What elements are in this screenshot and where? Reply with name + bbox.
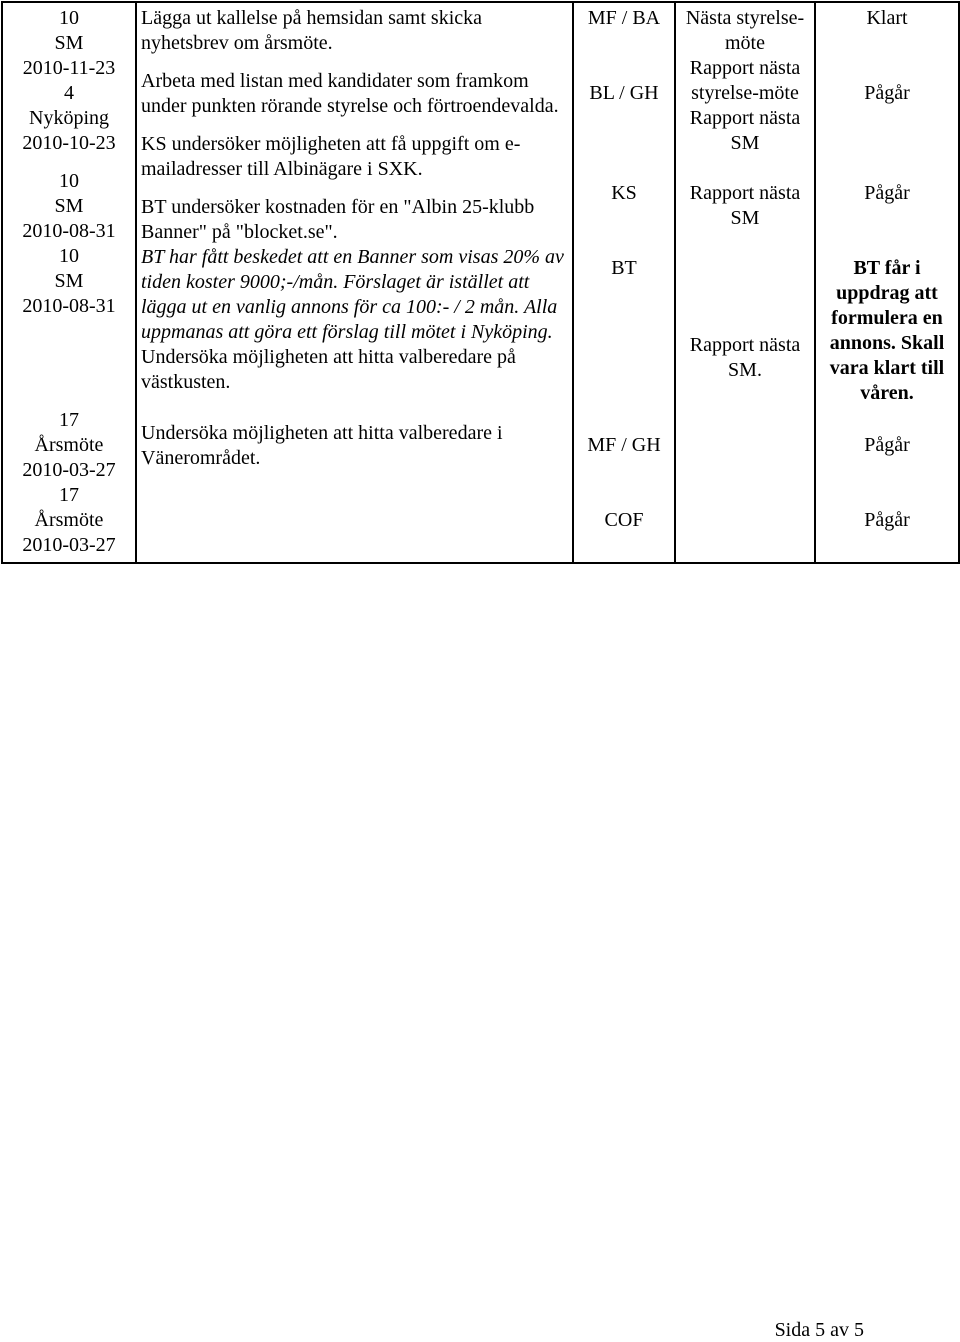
responsible-text: KS [611,182,637,204]
responsible-text: BT [611,257,637,279]
date-line: Nyköping [29,107,109,129]
responsible-text: BL / GH [589,82,659,104]
status-text: BT får i uppdrag att formulera en annons. Skall vara klart till våren. [829,257,945,404]
task-text: Arbeta med listan med kandidater som framkom under punkten rörande styrelse och förtroendevalda. [141,70,559,117]
page-number: Sida 5 av 5 [774,1319,864,1341]
date-line: Årsmöte [34,509,104,531]
date-line: 4 [64,82,74,104]
date-cell [2,2,136,563]
status-text: Pågår [864,82,910,104]
deadline-text: Rapport nästa styrelse-möte [689,57,801,104]
status-cell [815,2,959,563]
deadline-text: Rapport nästa SM. [689,334,801,381]
date-line: 17 [59,484,79,506]
task-cell [136,2,573,563]
responsible-text: MF / BA [587,7,661,29]
task-text: KS undersöker möjligheten att få uppgift om e-mailadresser till Albinägare i SXK. [141,133,521,180]
date-line: SM [54,270,84,292]
action-items-table [1,1,960,564]
date-line: 2010-03-27 [22,534,116,556]
status-text: Pågår [864,434,910,456]
status-text: Pågår [864,182,910,204]
task-text: BT undersöker kostnaden för en "Albin 25-klubb Banner" på "blocket.se". [141,196,535,243]
task-text: Undersöka möjligheten att hitta valberedare i Vänerområdet. [141,422,503,469]
status-text: Klart [866,7,908,29]
date-line: SM [54,32,84,54]
deadline-cell [675,2,815,563]
table-row [2,2,959,563]
task-text: Lägga ut kallelse på hemsidan samt skicka nyhetsbrev om årsmöte. [141,7,483,54]
date-line: 2010-11-23 [22,57,116,79]
task-note: BT har fått beskedet att en Banner som visas 20% av tiden koster 9000;-/mån. Förslaget är istället att lägga ut en vanlig annons för ca 100:- / 2 mån. Alla uppmanas att göra ett förslag till mötet i Nyköping. [141,246,564,343]
date-line: 10 [59,245,79,267]
task-text: Undersöka möjligheten att hitta valberedare på västkusten. [141,346,516,393]
date-line: 2010-08-31 [22,220,116,242]
date-line: 10 [59,7,79,29]
date-line: 2010-10-23 [22,132,116,154]
status-text: Pågår [864,509,910,531]
responsible-text: MF / GH [587,434,661,456]
date-line: 17 [59,409,79,431]
date-line: SM [54,195,84,217]
date-line: 2010-03-27 [22,459,116,481]
date-line: 2010-08-31 [22,295,116,317]
deadline-text: Nästa styrelse-möte [685,7,805,54]
responsible-cell [573,2,675,563]
date-line: 10 [59,170,79,192]
deadline-text: Rapport nästa SM [689,107,801,154]
deadline-text: Rapport nästa SM [689,182,801,229]
date-line: Årsmöte [34,434,104,456]
responsible-text: COF [604,509,644,531]
